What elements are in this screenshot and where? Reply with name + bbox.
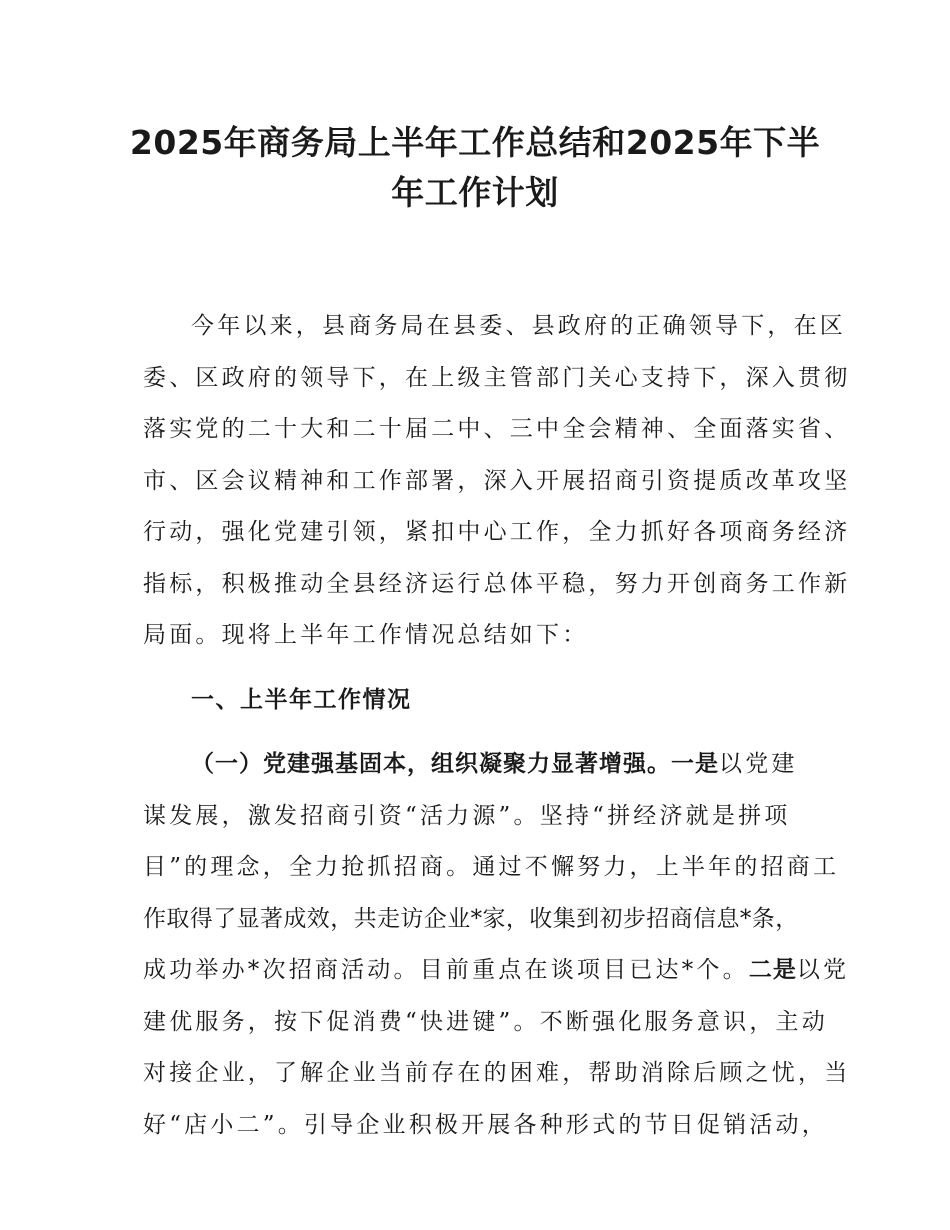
subsection-heading: （一）党建强基固本，组织凝聚力显著增强。 xyxy=(191,751,671,777)
intro-paragraph xyxy=(143,301,851,662)
section-1-1-paragraph xyxy=(143,739,851,1151)
section-heading xyxy=(143,675,823,727)
paragraph-line xyxy=(143,739,823,791)
paragraph-text: 以党建 xyxy=(719,751,798,777)
title-line-2: 年工作计划 xyxy=(391,173,559,212)
marker-first: 一是 xyxy=(671,751,719,777)
marker-second: 二是 xyxy=(748,957,797,983)
title-line-1: 2025年商务局上半年工作总结和2025年下半 xyxy=(129,123,821,162)
intro-line: 委、区政府的领导下，在上级主管部门关心支持下，深入贯彻 xyxy=(143,364,851,391)
paragraph-line: 建优服务，按下促消费“快进键”。不断强化服务意识，主动 xyxy=(143,1008,828,1035)
document-title xyxy=(120,118,830,218)
section-1-heading: 一、上半年工作情况 xyxy=(191,686,412,713)
paragraph-line: 对接企业，了解企业当前存在的困难，帮助消除后顾之忧，当 xyxy=(143,1060,851,1086)
document-body xyxy=(143,301,851,1164)
intro-line: 指标，积极推动全县经济运行总体平稳，努力开创商务工作新 xyxy=(143,570,851,597)
intro-line: 局面。现将上半年工作情况总结如下： xyxy=(143,622,589,648)
paragraph-line: 谋发展，激发招商引资“活力源”。坚持“拼经济就是拼项 xyxy=(143,802,791,829)
intro-line: 行动，强化党建引领，紧扣中心工作，全力抓好各项商务经济 xyxy=(143,519,851,545)
intro-line: 市、区会议精神和工作部署，深入开展招商引资提质改革攻坚 xyxy=(143,467,851,494)
paragraph-text: 以党 xyxy=(796,957,850,983)
paragraph-line: 好“店小二”。引导企业积极开展各种形式的节日促销活动， xyxy=(143,1111,828,1138)
intro-line: 落实党的二十大和二十届二中、三中全会精神、全面落实省、 xyxy=(143,416,851,442)
paragraph-line xyxy=(143,945,850,997)
paragraph-text: 成功举办*次招商活动。目前重点在谈项目已达*个。 xyxy=(143,957,749,983)
intro-line: 今年以来，县商务局在县委、县政府的正确领导下，在区 xyxy=(191,313,846,339)
paragraph-line: 作取得了显著成效，共走访企业*家，收集到初步招商信息*条， xyxy=(143,905,799,932)
paragraph-line: 目”的理念，全力抢抓招商。通过不懈努力，上半年的招商工 xyxy=(143,854,840,880)
